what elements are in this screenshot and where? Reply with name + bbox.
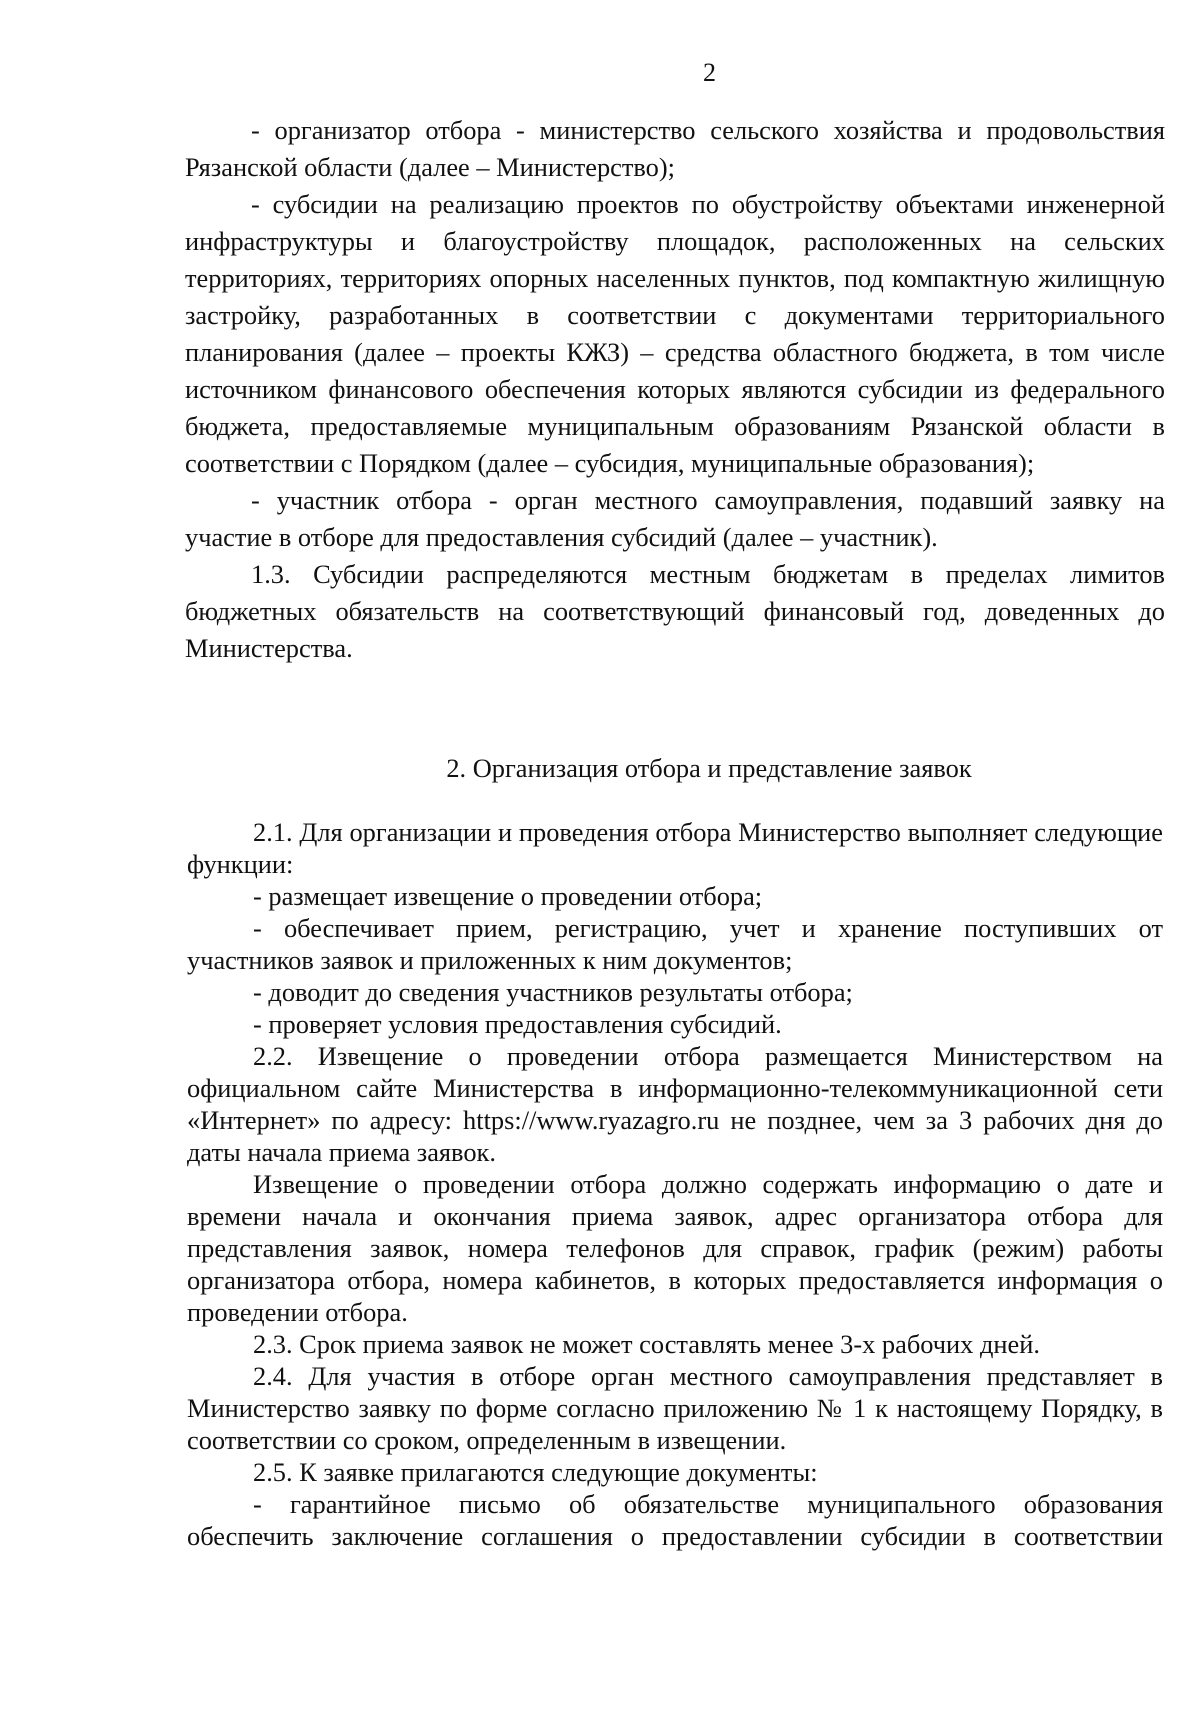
function-item: - доводит до сведения участников результаты отбора; — [253, 977, 853, 1007]
paragraph-1-3: 1.3. Субсидии распределяются местным бюджетам в пределах лимитов бюджетных обязательств на соответствующий финансовый год, доведенных до Министерства. — [185, 559, 1165, 663]
paragraph-2-3: 2.3. Срок приема заявок не может составлять менее 3-х рабочих дней. — [253, 1329, 1040, 1359]
document-item: - гарантийное письмо об обязательстве муниципального образования обеспечить заключение соглашения о предоставлении субсидии в соответствии — [187, 1489, 1163, 1551]
function-item: - проверяет условия предоставления субсидий. — [253, 1009, 782, 1039]
paragraph-2-1: 2.1. Для организации и проведения отбора Министерство выполняет следующие функции: — [187, 817, 1163, 879]
paragraph-2-2-notice: Извещение о проведении отбора должно содержать информацию о дате и времени начала и окончания приема заявок, адрес организатора отбора для представления заявок, номера телефонов для справок, график (режим) работы организатора отбора, номера кабинетов, в которых предоставляется информация о проведении отбора. — [187, 1169, 1163, 1327]
function-item: - обеспечивает прием, регистрацию, учет и хранение поступивших от участников заявок и приложенных к ним документов; — [187, 913, 1163, 975]
section-1-continuation — [185, 112, 1165, 667]
paragraph-2-5: 2.5. К заявке прилагаются следующие документы: — [253, 1457, 818, 1487]
definition-subsidies: - субсидии на реализацию проектов по обустройству объектами инженерной инфраструктуры и благоустройству площадок, расположенных на сельских территориях, территориях опорных населенных пунктов, под компактную жилищную застройку, разработанных в соответствии с документами территориального планирования (далее – проекты КЖЗ) – средства областного бюджета, в том числе источником финансового обеспечения которых являются субсидии из федерального бюджета, предоставляемые муниципальным образованиям Рязанской области в соответствии с Порядком (далее – субсидия, муниципальные образования); — [185, 189, 1165, 478]
paragraph-2-2: 2.2. Извещение о проведении отбора размещается Министерством на официальном сайте Министерства в информационно-телекоммуникационной сети «Интернет» по адресу: https://www.ryazagro.ru не позднее, чем за 3 рабочих дня до даты начала приема заявок. — [187, 1041, 1163, 1167]
section-2-body — [187, 816, 1163, 1552]
page-number: 2 — [703, 58, 716, 87]
function-item: - размещает извещение о проведении отбора; — [253, 881, 763, 911]
definition-organizer: - организатор отбора - министерство сельского хозяйства и продовольствия Рязанской области (далее – Министерство); — [185, 115, 1165, 182]
paragraph-2-4: 2.4. Для участия в отборе орган местного самоуправления представляет в Министерство заявку по форме согласно приложению № 1 к настоящему Порядку, в соответствии со сроком, определенным в извещении. — [187, 1361, 1163, 1455]
section-2-heading: 2. Организация отбора и представление заявок — [446, 753, 972, 783]
definition-participant: - участник отбора - орган местного самоуправления, подавший заявку на участие в отборе для предоставления субсидий (далее – участник). — [185, 485, 1165, 552]
